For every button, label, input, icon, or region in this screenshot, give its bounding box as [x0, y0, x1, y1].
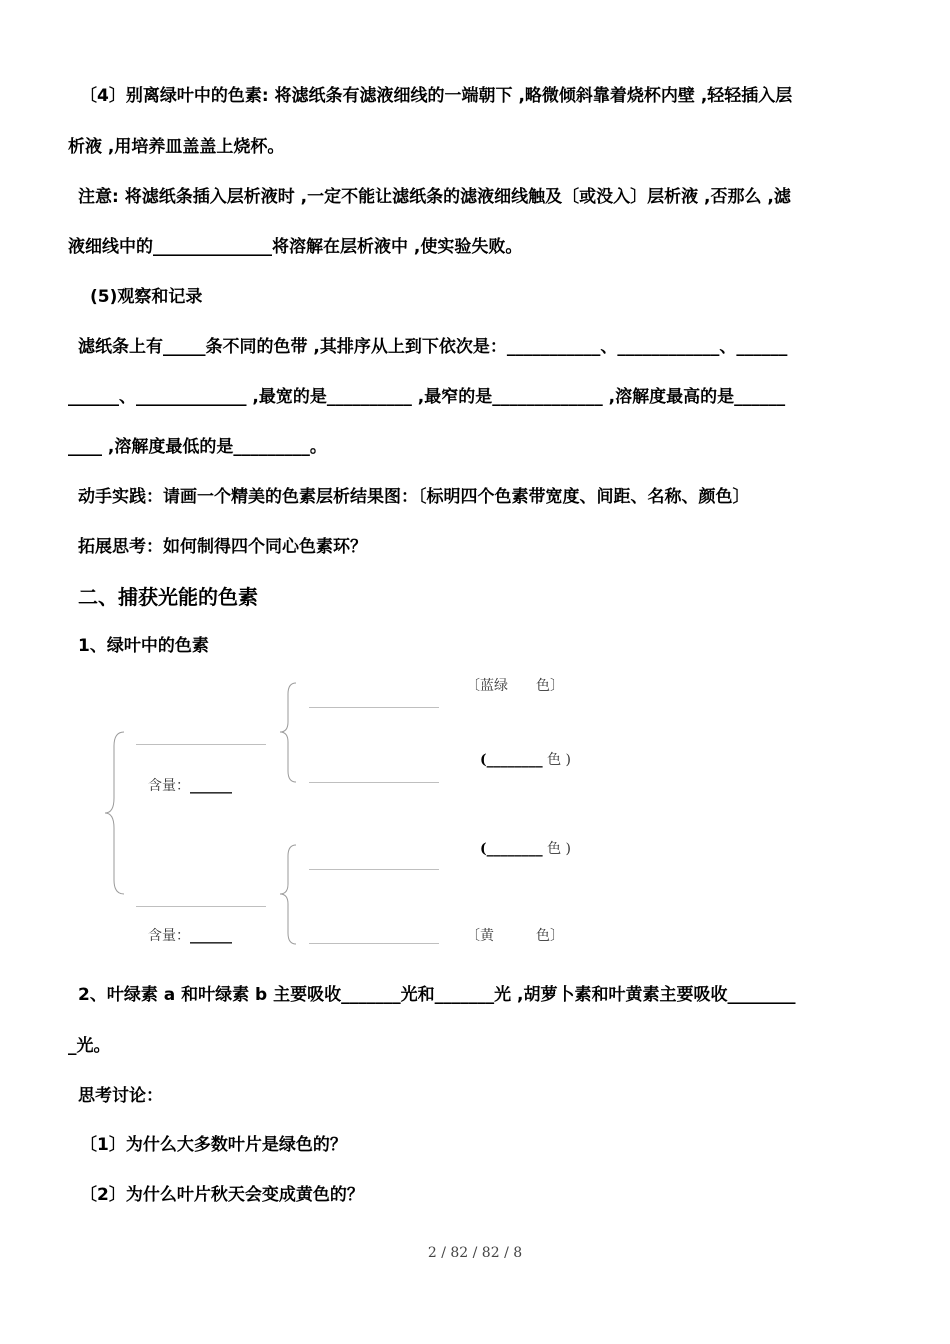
upper-brace [276, 680, 300, 785]
color-label-3: (________ 色 ) [480, 841, 571, 857]
color-label-2: (________ 色 ) [480, 752, 571, 768]
color-label-1: 〔蓝绿 色〕 [466, 678, 564, 694]
content-label-lower: 含量：______ [148, 928, 232, 944]
carotenoid-group-line [136, 906, 266, 907]
main-brace [100, 728, 130, 898]
pigment-line-1 [309, 707, 439, 708]
extension-text: 拓展思考：如何制得四个同心色素环？ [78, 537, 367, 557]
practice-text: 动手实践：请画一个精美的色素层析结果图：〔标明四个色素带宽度、间距、名称、颜色〕 [78, 487, 750, 507]
pigment-line-4 [309, 943, 439, 944]
discussion-q2: 〔2〕为什么叶片秋天会变成黄色的？ [80, 1185, 364, 1205]
part2-heading: 二、捕获光能的色素 [78, 585, 258, 609]
section5-line1: 滤纸条上有_____条不同的色带 ,其排序从上到下依次是：___________、____________、______ [78, 337, 788, 357]
item2-line1: 2、叶绿素 a 和叶绿素 b 主要吸收_______光和_______光 ,胡萝卜素和叶黄素主要吸收________ [78, 985, 796, 1005]
color-label-4: 〔黄 色〕 [466, 928, 564, 944]
section5-line2: ______、_____________ ,最宽的是__________ ,最窄的是_____________ ,溶解度最高的是______ [68, 387, 786, 407]
section5-title: (5)观察和记录 [90, 287, 203, 307]
page-footer: 2 / 82 / 82 / 8 [427, 1245, 523, 1261]
item2-line2: _光。 [68, 1036, 111, 1056]
chlorophyll-group-line [136, 744, 266, 745]
discussion-title: 思考讨论： [78, 1086, 163, 1106]
section4-line2: 析液 ,用培养皿盖盖上烧杯。 [68, 137, 285, 157]
section4-line1: 〔4〕别离绿叶中的色素: 将滤纸条有滤液细线的一端朝下 ,略微倾斜靠着烧杯内壁 ,轻轻插入层 [80, 86, 793, 106]
part2-subheading: 1、绿叶中的色素 [78, 636, 209, 656]
discussion-q1: 〔1〕为什么大多数叶片是绿色的？ [80, 1135, 347, 1155]
note-line1: 注意: 将滤纸条插入层析液时 ,一定不能让滤纸条的滤液细线触及〔或没入〕层析液 ,否那么 ,滤 [78, 187, 791, 207]
content-label-upper: 含量：______ [148, 778, 232, 794]
lower-brace [276, 842, 300, 947]
pigment-line-2 [309, 782, 439, 783]
section5-line3: ____ ,溶解度最低的是_________。 [68, 437, 327, 457]
note-line2: 液细线中的______________将溶解在层析液中 ,使实验失败。 [68, 237, 523, 257]
pigment-line-3 [309, 869, 439, 870]
